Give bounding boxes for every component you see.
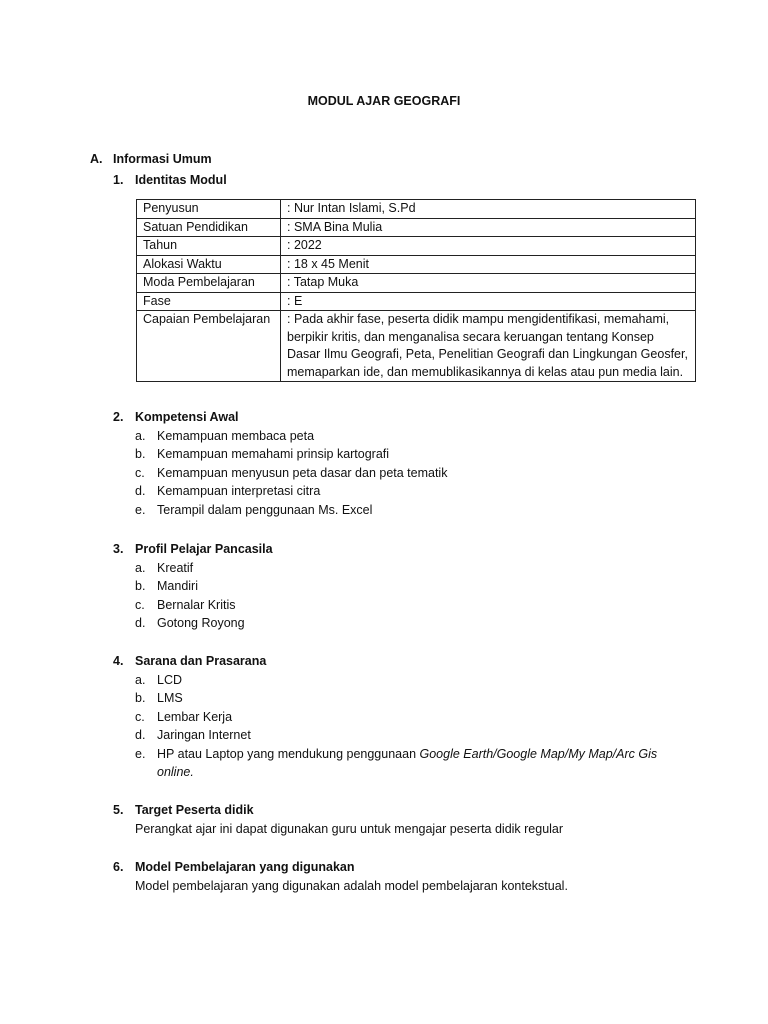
section-sarana-prasarana xyxy=(113,652,673,782)
list-item xyxy=(113,445,673,464)
table-row xyxy=(137,255,696,274)
section-target-peserta xyxy=(113,801,673,838)
table-key: Fase xyxy=(137,292,281,311)
table-row xyxy=(137,218,696,237)
section-number: 2. xyxy=(113,410,124,424)
facilities-list xyxy=(113,671,673,782)
section-number: 6. xyxy=(113,860,124,874)
section-number: 1. xyxy=(113,173,124,187)
list-item xyxy=(113,501,673,520)
table-key: Tahun xyxy=(137,237,281,256)
list-marker: c. xyxy=(135,465,145,480)
section-heading xyxy=(113,540,673,559)
list-text: Mandiri xyxy=(157,579,198,593)
list-text-italic: Google Earth/Google Map/My Map/Arc Gis online. xyxy=(157,746,658,779)
section-heading xyxy=(113,652,673,671)
section-title: Sarana dan Prasarana xyxy=(135,654,267,668)
list-item xyxy=(113,745,673,782)
list-text: Kreatif xyxy=(157,560,194,575)
table-row xyxy=(137,237,696,256)
section-model-pembelajaran xyxy=(113,858,673,895)
profile-list xyxy=(113,559,673,633)
list-text: LMS xyxy=(157,691,183,705)
table-row xyxy=(137,311,696,382)
list-item xyxy=(113,726,673,745)
table-key: Alokasi Waktu xyxy=(137,255,281,274)
list-marker: b. xyxy=(135,691,146,705)
table-value: : 2022 xyxy=(281,237,696,256)
list-text: Kemampuan menyusun peta dasar dan peta tematik xyxy=(157,465,448,480)
section-paragraph: Model pembelajaran yang digunakan adalah model pembelajaran kontekstual. xyxy=(135,878,568,893)
competency-list xyxy=(113,427,673,520)
list-item xyxy=(113,464,673,483)
list-marker: b. xyxy=(135,447,146,461)
list-item xyxy=(113,708,673,727)
section-title: Identitas Modul xyxy=(135,173,227,187)
identity-table xyxy=(136,199,696,382)
list-item xyxy=(113,596,673,615)
table-row xyxy=(137,274,696,293)
document-title: MODUL AJAR GEOGRAFI xyxy=(307,94,461,108)
list-text: Kemampuan membaca peta xyxy=(157,428,315,443)
section-number: 3. xyxy=(113,542,124,556)
list-marker: d. xyxy=(135,728,146,742)
section-title: Kompetensi Awal xyxy=(135,410,239,424)
section-heading xyxy=(113,801,673,820)
list-item xyxy=(113,559,673,578)
table-row xyxy=(137,200,696,219)
list-text: Kemampuan interpretasi citra xyxy=(157,484,321,498)
table-value: : SMA Bina Mulia xyxy=(281,218,696,237)
section-heading xyxy=(113,408,673,427)
list-text: LCD xyxy=(157,672,183,687)
list-marker: a. xyxy=(135,672,146,687)
list-marker: c. xyxy=(135,597,145,612)
list-text: Bernalar Kritis xyxy=(157,597,236,612)
list-marker: d. xyxy=(135,616,146,630)
list-text: Jaringan Internet xyxy=(157,728,251,742)
list-text: Terampil dalam penggunaan Ms. Excel xyxy=(157,502,373,517)
table-key: Satuan Pendidikan xyxy=(137,218,281,237)
table-key: Moda Pembelajaran xyxy=(137,274,281,293)
list-text: Lembar Kerja xyxy=(157,709,233,724)
list-item xyxy=(113,689,673,708)
section-a-heading xyxy=(90,152,212,166)
list-marker: e. xyxy=(135,502,146,517)
section-title: Target Peserta didik xyxy=(135,803,254,817)
table-value: : Tatap Muka xyxy=(281,274,696,293)
section-number: 5. xyxy=(113,803,124,817)
list-item xyxy=(113,577,673,596)
table-value: : 18 x 45 Menit xyxy=(281,255,696,274)
table-value: : Pada akhir fase, peserta didik mampu mengidentifikasi, memahami, berpikir kritis, dan menganalisa secara keruangan tentang Konsep Dasar Ilmu Geografi, Peta, Penelitian Geografi dan Lingkungan Geosfer, memaparkan ide, dan memublikasikannya di kelas atau pun media lain. xyxy=(281,311,696,382)
table-value: : Nur Intan Islami, S.Pd xyxy=(281,200,696,219)
section-kompetensi-awal xyxy=(113,408,673,519)
table-row xyxy=(137,292,696,311)
list-marker: a. xyxy=(135,428,146,443)
section-title: Profil Pelajar Pancasila xyxy=(135,542,273,556)
list-marker: e. xyxy=(135,746,146,761)
list-marker: c. xyxy=(135,709,145,724)
section-title: Model Pembelajaran yang digunakan xyxy=(135,860,355,874)
table-value: : E xyxy=(281,292,696,311)
table-key: Capaian Pembelajaran xyxy=(137,311,281,382)
section-paragraph: Perangkat ajar ini dapat digunakan guru untuk mengajar peserta didik regular xyxy=(135,821,564,836)
list-marker: a. xyxy=(135,560,146,575)
list-text: Kemampuan memahami prinsip kartografi xyxy=(157,447,390,461)
list-marker: b. xyxy=(135,579,146,593)
section-heading xyxy=(113,171,673,190)
list-item xyxy=(113,482,673,501)
section-a-marker: A. xyxy=(90,152,103,166)
list-item xyxy=(113,614,673,633)
section-profil-pelajar xyxy=(113,540,673,633)
section-heading xyxy=(113,858,673,877)
section-a-label: Informasi Umum xyxy=(113,152,212,166)
section-identitas-modul xyxy=(113,171,673,190)
table-key: Penyusun xyxy=(137,200,281,219)
list-text: HP atau Laptop yang mendukung penggunaan xyxy=(157,746,420,761)
list-text: Gotong Royong xyxy=(157,616,245,630)
list-marker: d. xyxy=(135,484,146,498)
section-number: 4. xyxy=(113,654,124,668)
list-item xyxy=(113,671,673,690)
list-item xyxy=(113,427,673,446)
